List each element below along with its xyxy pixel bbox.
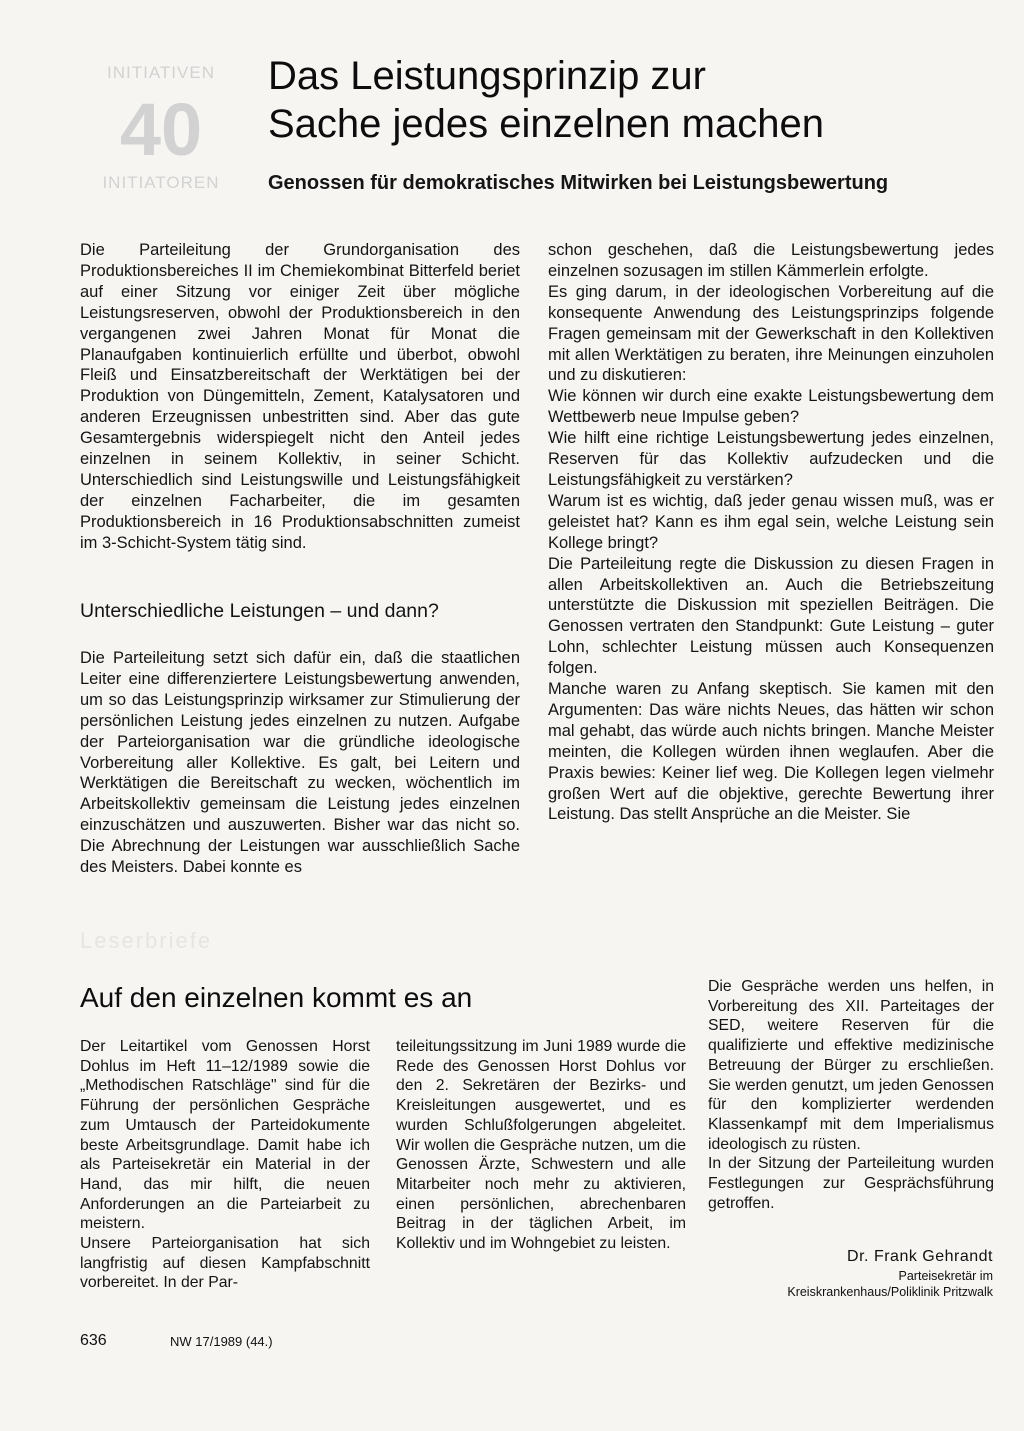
paragraph: Es ging darum, in der ideologischen Vorbereitung auf die konsequente Anwendung des Leistungsprinzips folgende Fragen gemeinsam mit der Gewerkschaft in den Kollektiven mit allen Werktätigen zu beraten, ihre Meinungen einzuholen und zu diskutieren: — [548, 282, 994, 385]
author-role: Parteisekretär im — [898, 1269, 993, 1283]
paragraph: teileitungssitzung im Juni 1989 wurde die Rede des Genossen Horst Dohlus vor den 2. Sekretären der Bezirks- und Kreisleitungen ausgewertet, und es wurden Schlußfolgerungen abgeleitet. Wir wollen die Gespräche nutzen, um die Genossen Ärzte, Schwestern und alle Mitarbeiter noch mehr zu aktivieren, einen persönlichen, abrechenbaren Beitrag in der täglichen Arbeit, im Kollektiv und im Wohngebiet zu leisten. — [396, 1038, 686, 1253]
article-subtitle: Genossen für demokratisches Mitwirken bei Leistungsbewertung — [268, 172, 889, 194]
paragraph: Die Gespräche werden uns helfen, in Vorbereitung des XII. Parteitages der SED, weitere Reserven für die qualifizierte und effektive medizinische Betreuung der Bürger zu erschließen. Sie werden genutzt, um jeden Genossen für den komplizierter werdenden Klassenkampf mit dem Imperialismus ideologisch zu rüsten. — [708, 978, 994, 1153]
logo-number: 40 — [119, 88, 203, 171]
paragraph: Manche waren zu Anfang skeptisch. Sie kamen mit den Argumenten: Das wäre nichts Neues, das hätten wir schon mal gehabt, das würde auch nichts bringen. Manche Meister meinten, die Kollegen würden ihnen weglaufen. Aber die Praxis bewies: Keiner lief weg. Die Kollegen legen vielmehr großen Wert auf die objektive, gerechte Bewertung ihrer Leistung. Das stellt Ansprüche an die Meister. Sie — [548, 680, 994, 824]
ghost-section-label: Leserbriefe — [80, 928, 213, 953]
author-institution: Kreiskrankenhaus/Poliklinik Pritzwalk — [787, 1285, 993, 1299]
paragraph: Wie können wir durch eine exakte Leistungsbewertung dem Wettbewerb neue Impulse geben? — [548, 387, 994, 427]
initiativen-logo — [78, 55, 244, 195]
paragraph: Die Parteileitung regte die Diskussion zu diesen Fragen in allen Arbeitskollektiven an. Auch die Betriebszeitung unterstützte die Diskussion mit speziellen Beiträgen. Die Genossen vertraten den Standpunkt: Gute Leistung – guter Lohn, schlechter Leistung müssen auch Konsequenzen folgen. — [548, 554, 994, 678]
paragraph: Die Parteileitung der Grundorganisation des Produktionsbereiches II im Chemiekombinat Bitterfeld beriet auf einer Sitzung vor einiger Zeit über mögliche Leistungsreserven, obwohl der Produktionsbereich in den vergangenen zwei Jahren Monat für Monat die Planaufgaben kontinuierlich erfüllte und überbot, obwohl Fleiß und Einsatzbereitschaft der Werktätigen bei der Produktion von Düngemitteln, Zement, Katalysatoren und anderen Erzeugnissen unbestritten sind. Aber das gute Gesamtergebnis widerspiegelt nicht den Anteil jedes einzelnen in seinem Kollektiv, in seiner Schicht. Unterschiedlich sind Leistungswille und Leistungsfähigkeit der einzelnen Facharbeiter, die im gesamten Produktionsbereich in 16 Produktionsabschnitten zumeist im 3-Schicht-System tätig sind. — [80, 241, 520, 552]
article-title — [268, 52, 824, 148]
paragraph: Der Leitartikel vom Genossen Horst Dohlus im Heft 11–12/1989 sowie die „Methodischen Ratschläge" sind für die Führung der persönlichen Gespräche zum Umtausch der Parteidokumente beste Arbeitsgrundlage. Damit habe ich als Parteisekretär ein Material in der Hand, das mir hilft, die neuen Anforderungen an die Parteiarbeit zu meistern. — [80, 1038, 370, 1233]
logo-bottom-text: INITIATOREN — [102, 173, 220, 192]
title-line-2: Sache jedes einzelnen machen — [268, 102, 824, 146]
article-column-1-continued — [80, 648, 520, 878]
letter-headline: Auf den einzelnen kommt es an — [80, 982, 473, 1013]
page-number: 636 — [80, 1332, 107, 1349]
issue-label: NW 17/1989 (44.) — [170, 1334, 273, 1349]
title-line-1: Das Leistungsprinzip zur — [268, 54, 706, 98]
paragraph: In der Sitzung der Parteileitung wurden Festlegungen zur Gesprächsführung getroffen. — [708, 1155, 994, 1212]
letter-column-3 — [708, 977, 994, 1213]
paragraph: Warum ist es wichtig, daß jeder genau wissen muß, was er geleistet hat? Kann es ihm egal sein, welche Leistung sein Kollege bringt? — [548, 491, 994, 552]
article-column-1 — [80, 240, 520, 554]
logo-top-text: INITIATIVEN — [107, 63, 215, 82]
letter-column-2 — [396, 1037, 686, 1254]
author-name: Dr. Frank Gehrandt — [847, 1248, 993, 1265]
paragraph: schon geschehen, daß die Leistungsbewertung jedes einzelnen sozusagen im stillen Kämmerlein erfolgte. — [548, 241, 994, 280]
paragraph: Unsere Parteiorganisation hat sich langfristig auf diesen Kampfabschnitt vorbereitet. In der Par- — [80, 1235, 370, 1292]
article-column-2 — [548, 240, 994, 825]
paragraph: Die Parteileitung setzt sich dafür ein, daß die staatlichen Leiter eine differenziertere Leistungsbewertung anwenden, um so das Leistungsprinzip wirksamer zur Stimulierung der persönlichen Leistung jedes einzelnen zu nutzen. Aufgabe der Parteiorganisation war die gründliche ideologische Vorbereitung aller Kollektive. Es galt, bei Leitern und Werktätigen die Bereitschaft zu wecken, wöchentlich im Arbeitskollektiv gemeinsam die Leistung jedes einzelnen einzuschätzen und auszuwerten. Bisher war das nicht so. Die Abrechnung der Leistungen war ausschließlich Sache des Meisters. Dabei konnte es — [80, 649, 520, 877]
section-heading: Unterschiedliche Leistungen – und dann? — [80, 600, 439, 622]
letter-column-1 — [80, 1037, 370, 1293]
paragraph: Wie hilft eine richtige Leistungsbewertung jedes einzelnen, Reserven für das Kollektiv aufzudecken und die Leistungsfähigkeit zu verstärken? — [548, 429, 994, 489]
